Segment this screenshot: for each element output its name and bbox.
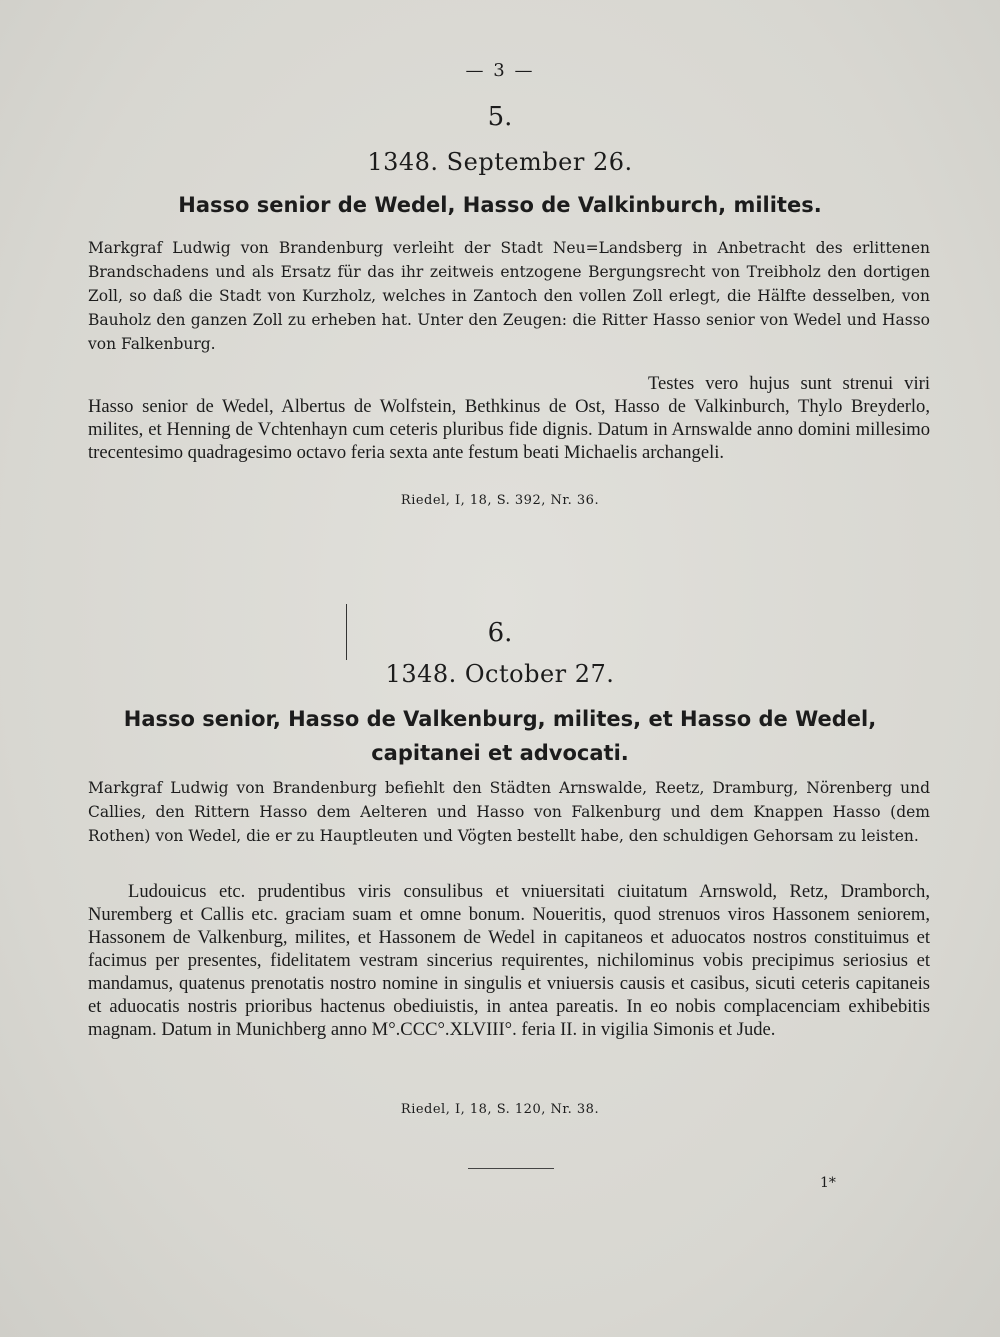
page-number: — 3 — [465, 60, 535, 81]
source-citation: Riedel, I, 18, S. 120, Nr. 38. [400, 1102, 600, 1117]
entry-heading-line2: capitanei et advocati. [371, 741, 629, 765]
entry-number: 6. [487, 618, 513, 648]
entry-date: 1348. September 26. [367, 148, 633, 176]
latin-paragraph: Testes vero hujus sunt strenui viri Hasso senior de Wedel, Albertus de Wolfstein, Bethkinus de Ost, Hasso de Valkinburch, Thylo Breyderlo, milites, et Henning de Vchtenhayn cum ceteris pluribus fide dignis. Datum in Arnswalde anno domini millesimo trecentesimo quadragesimo octavo feria sexta ante festum beati Michaelis archangeli. [88, 373, 930, 463]
source-citation: Riedel, I, 18, S. 392, Nr. 36. [400, 493, 600, 508]
signature-mark: 1* [820, 1175, 836, 1191]
german-summary: Markgraf Ludwig von Brandenburg befiehlt den Städten Arnswalde, Reetz, Dramburg, Nörenberg und Callies, den Rittern Hasso dem Aelteren und Hasso von Falkenburg und dem Knappen Hasso (dem Rothen) von Wedel, die er zu Hauptleuten und Vögten bestellt habe, den schuldigen Gehorsam zu leisten. [88, 779, 930, 845]
entry-date: 1348. October 27. [385, 660, 615, 688]
latin-text [88, 880, 930, 1041]
entry-number: 5. [487, 102, 513, 132]
latin-paragraph: Ludouicus etc. prudentibus viris consulibus et vniuersitati ciuitatum Arnswold, Retz, Dramborch, Nuremberg et Callis etc. graciam suam et omne bonum. Noueritis, quod strenuos viros Hassonem seniorem, Hassonem de Valkenburg, milites, et Hassonem de Wedel in capitaneos et aduocatos nostros constituimus et facimus per presentes, fidelitatem vestram sincerius requirentes, nichilominus vobis precipimus seriosius et mandamus, quatenus prenotatis nostro nomine in singulis et vniuersis causis et casibus, sicuti ceteris capitaneis et aduocatis nostris prioribus hactenus obediuistis, in antea pareatis. In eo nobis complacenciam exhibebitis magnam. Datum in Munichberg anno M°.CCC°.XLVIII°. feria II. in vigilia Simonis et Jude. [88, 881, 930, 1040]
divider-rule [468, 1168, 554, 1169]
entry-heading-line1: Hasso senior, Hasso de Valkenburg, milites, et Hasso de Wedel, [123, 707, 877, 731]
german-summary: Markgraf Ludwig von Brandenburg verleiht der Stadt Neu=Landsberg in Anbetracht des erlittenen Brandschadens und als Ersatz für das ihr zeitweis entzogene Bergungsrecht von Treibholz den dortigen Zoll, so daß die Stadt von Kurzholz, welches in Zantoch den vollen Zoll erlegt, die Hälfte desselben, von Bauholz den ganzen Zoll zu erheben hat. Unter den Zeugen: die Ritter Hasso senior von Wedel und Hasso von Falkenburg. [88, 239, 930, 353]
entry-heading: Hasso senior de Wedel, Hasso de Valkinburch, milites. [178, 193, 822, 217]
latin-text [88, 372, 930, 464]
